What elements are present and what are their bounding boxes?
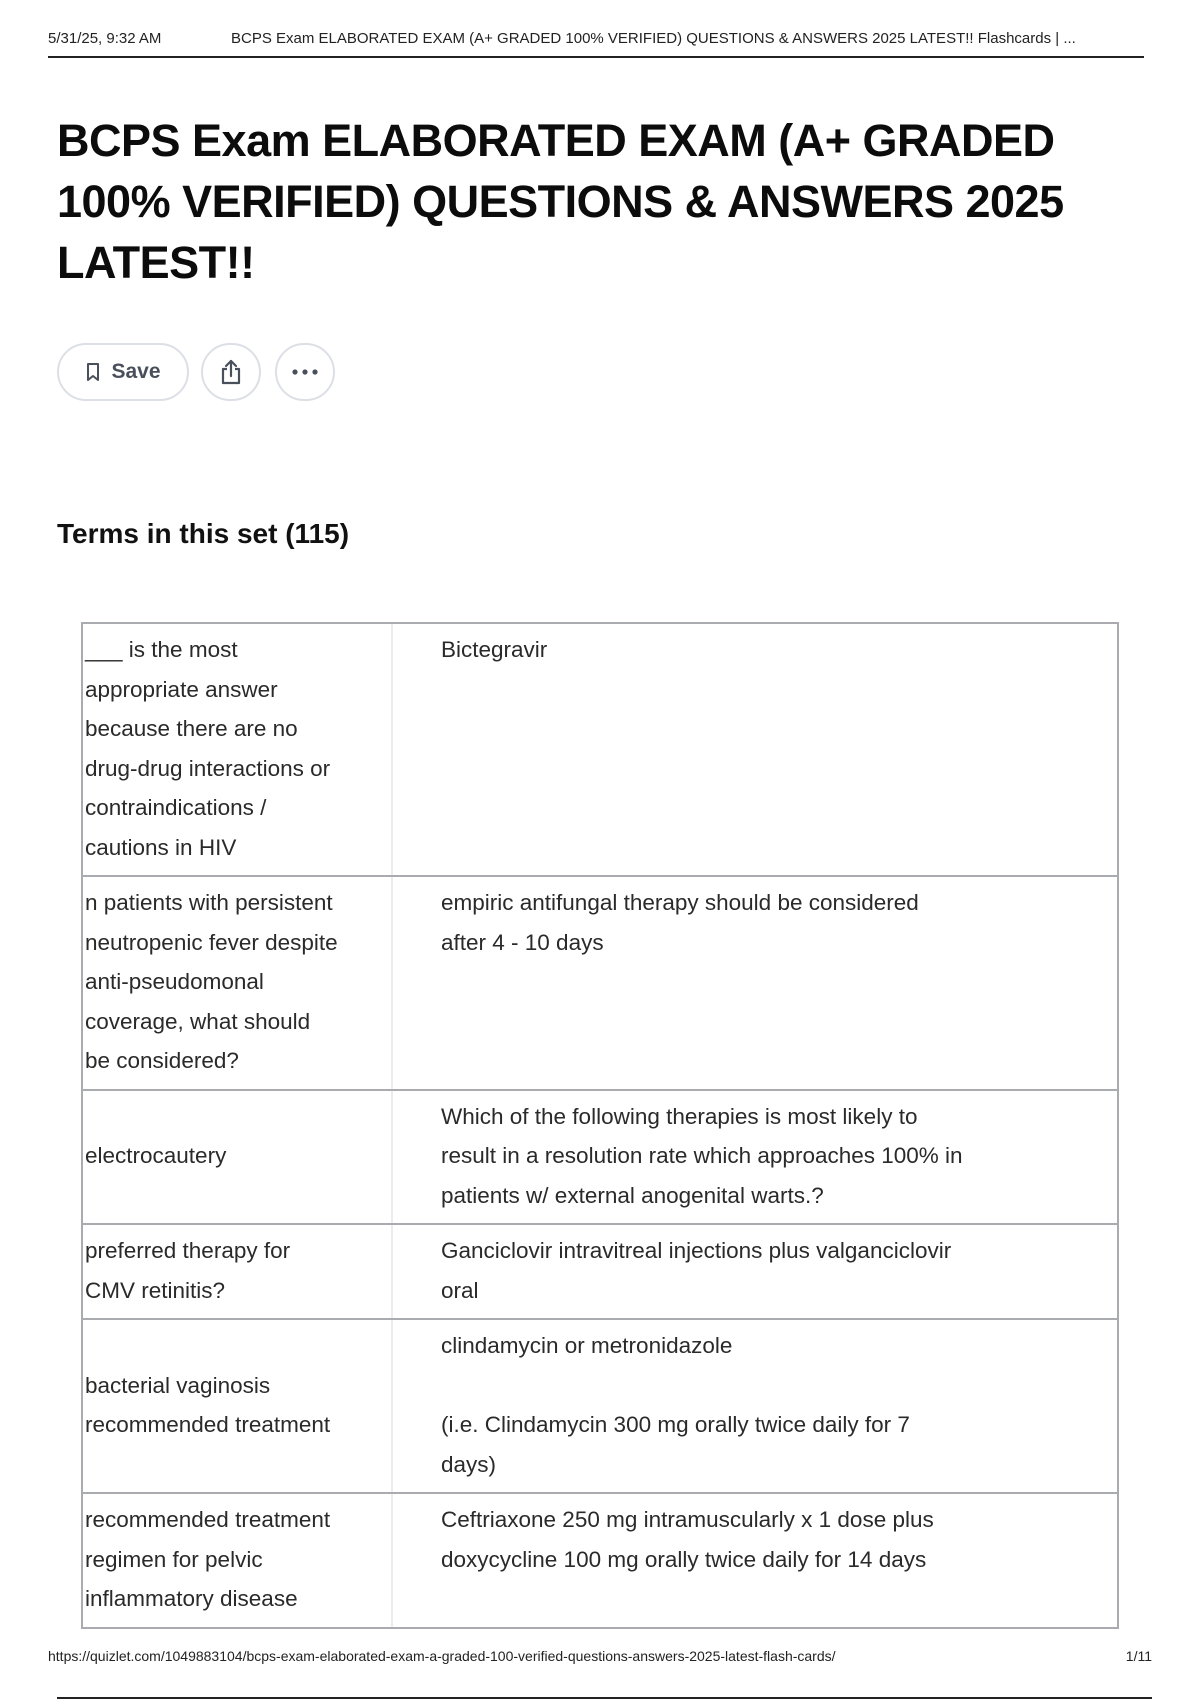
print-doc-title: BCPS Exam ELABORATED EXAM (A+ GRADED 100% VERIFIED) QUESTIONS & ANSWERS 2025 LATEST!! Flashcards | ... — [231, 30, 1076, 47]
print-header — [48, 28, 1144, 58]
term-row — [83, 1223, 1117, 1318]
bookmark-icon — [85, 362, 101, 382]
term-text: preferred therapy for CMV retinitis? — [85, 1238, 291, 1303]
term-cell — [83, 1494, 393, 1627]
term-text: recommended treatment regimen for pelvic inflammatory disease — [85, 1507, 331, 1611]
term-cell — [83, 1091, 393, 1224]
term-cell — [83, 1225, 393, 1318]
share-button[interactable] — [201, 343, 261, 401]
term-row — [83, 1318, 1117, 1492]
term-row — [83, 875, 1117, 1089]
term-cell — [83, 877, 393, 1089]
term-row — [83, 1089, 1117, 1224]
definition-cell: Which of the following therapies is most likely to result in a resolution rate which approaches 100% in patients w/ external anogenital warts.? — [441, 1103, 963, 1208]
term-row — [83, 624, 1117, 875]
definition-cell: clindamycin or metronidazole (i.e. Clindamycin 300 mg orally twice daily for 7 days) — [441, 1333, 910, 1477]
definition-cell: Ganciclovir intravitreal injections plus valganciclovir oral — [441, 1238, 952, 1303]
more-button[interactable] — [275, 343, 335, 401]
term-text: electrocautery — [85, 1143, 227, 1168]
term-row — [83, 1492, 1117, 1627]
terms-table — [81, 622, 1119, 1629]
definition-cell: empiric antifungal therapy should be considered after 4 - 10 days — [441, 890, 919, 955]
terms-heading: Terms in this set (115) — [57, 518, 350, 549]
term-cell — [83, 624, 393, 875]
save-button-label: Save — [111, 360, 161, 383]
definition-cell: Bictegravir — [441, 637, 548, 662]
term-text: n patients with persistent neutropenic fever despite anti-pseudomonal coverage, what should be considered? — [85, 890, 338, 1073]
print-date: 5/31/25, 9:32 AM — [48, 30, 162, 47]
page-number: 1/11 — [1125, 1648, 1152, 1664]
footer-divider — [57, 1697, 1152, 1699]
save-button[interactable] — [57, 343, 189, 401]
share-icon — [218, 358, 244, 386]
definition-cell: Ceftriaxone 250 mg intramuscularly x 1 dose plus doxycycline 100 mg orally twice daily for 14 days — [441, 1507, 934, 1572]
page-title: BCPS Exam ELABORATED EXAM (A+ GRADED 100% VERIFIED) QUESTIONS & ANSWERS 2025 LATEST!! — [57, 115, 1064, 288]
page-url: https://quizlet.com/1049883104/bcps-exam-elaborated-exam-a-graded-100-verified-questions-answers-2025-latest-flash-cards/ — [48, 1648, 836, 1664]
term-text: bacterial vaginosis recommended treatment — [85, 1372, 331, 1437]
term-cell — [83, 1320, 393, 1492]
term-text: ___ is the most appropriate answer because there are no drug-drug interactions or contraindications / cautions in HIV — [85, 637, 331, 860]
more-icon — [291, 368, 319, 376]
